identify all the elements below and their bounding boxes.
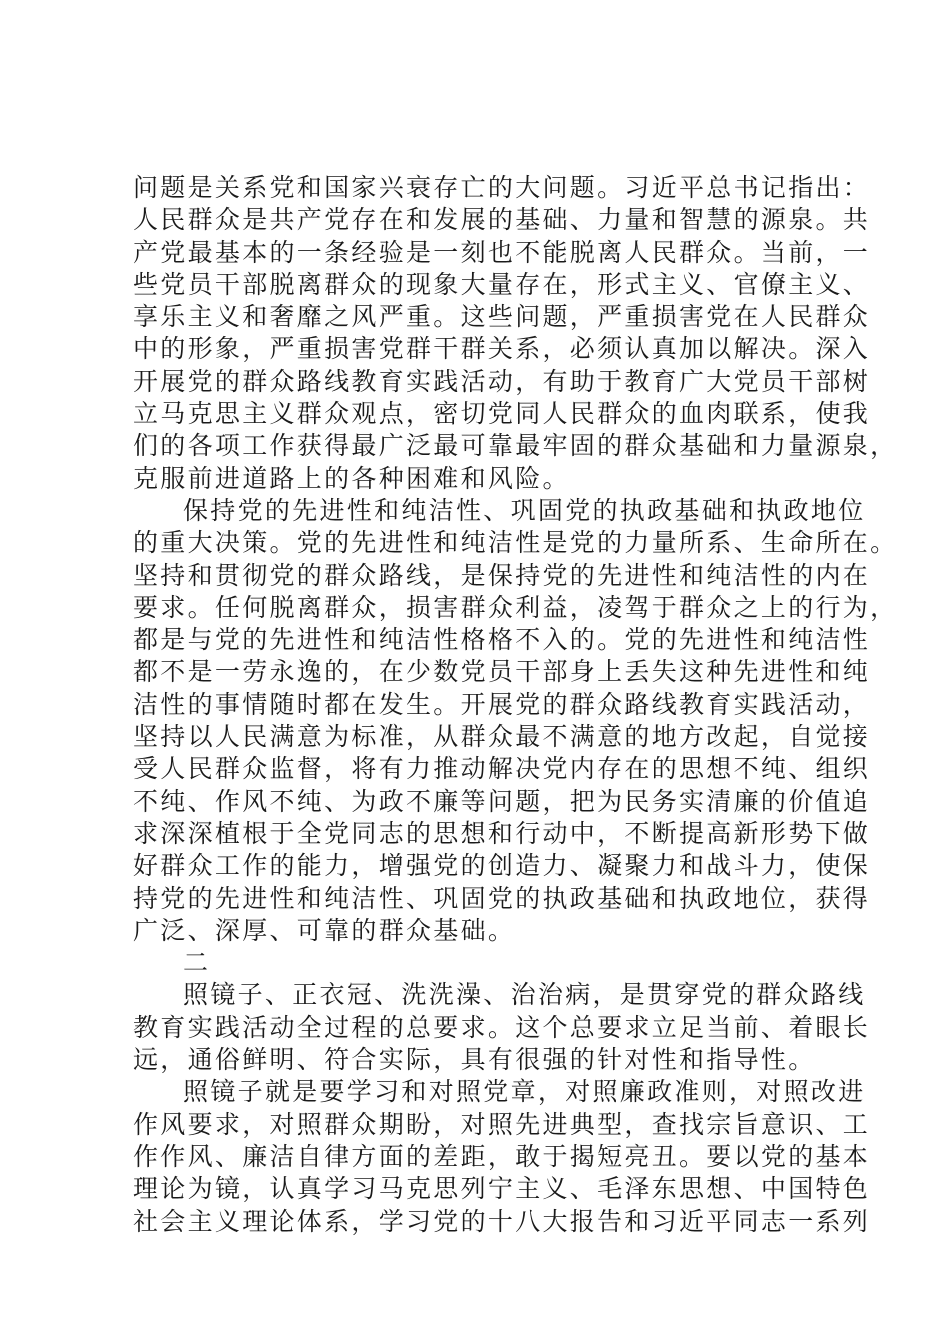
paragraph-start-line: 照镜子、正衣冠、洗洗澡、治治病，是贯穿党的群众路线 bbox=[183, 980, 866, 1010]
text-line: 中的形象，严重损害党群干群关系，必须认真加以解决。深入 bbox=[133, 334, 871, 364]
text-line: 广泛、深厚、可靠的群众基础。 bbox=[133, 915, 516, 945]
text-line: 问题是关系党和国家兴衰存亡的大问题。习近平总书记指出： bbox=[133, 173, 871, 202]
text-line: 都不是一劳永逸的，在少数党员干部身上丢失这种先进性和纯 bbox=[133, 657, 871, 687]
text-line: 立马克思主义群众观点，密切党同人民群众的血肉联系，使我 bbox=[133, 399, 871, 429]
text-line: 的重大决策。党的先进性和纯洁性是党的力量所系、生命所在。 bbox=[133, 528, 898, 558]
text-line: 受人民群众监督，将有力推动解决党内存在的思想不纯、组织 bbox=[133, 754, 871, 784]
text-line: 不纯、作风不纯、为政不廉等问题，把为民务实清廉的价值追 bbox=[133, 786, 871, 816]
text-line: 持党的先进性和纯洁性、巩固党的执政基础和执政地位，获得 bbox=[133, 883, 871, 913]
text-line: 要求。任何脱离群众，损害群众利益，凌驾于群众之上的行为， bbox=[133, 592, 898, 622]
text-line: 作风要求，对照群众期盼，对照先进典型，查找宗旨意识、工 bbox=[133, 1109, 871, 1139]
text-line: 坚持和贯彻党的群众路线，是保持党的先进性和纯洁性的内在 bbox=[133, 560, 871, 590]
text-line: 理论为镜，认真学习马克思列宁主义、毛泽东思想、中国特色 bbox=[133, 1174, 871, 1204]
text-line: 教育实践活动全过程的总要求。这个总要求立足当前、着眼长 bbox=[133, 1012, 871, 1042]
text-line: 洁性的事情随时都在发生。开展党的群众路线教育实践活动， bbox=[133, 689, 871, 719]
text-line: 求深深植根于全党同志的思想和行动中，不断提高新形势下做 bbox=[133, 818, 871, 848]
text-line: 社会主义理论体系，学习党的十八大报告和习近平同志一系列 bbox=[133, 1206, 871, 1236]
text-line: 人民群众是共产党存在和发展的基础、力量和智慧的源泉。共 bbox=[133, 205, 871, 235]
text-line: 都是与党的先进性和纯洁性格格不入的。党的先进性和纯洁性 bbox=[133, 625, 871, 655]
text-line: 开展党的群众路线教育实践活动，有助于教育广大党员干部树 bbox=[133, 366, 871, 396]
text-line: 些党员干部脱离群众的现象大量存在，形式主义、官僚主义、 bbox=[133, 269, 871, 299]
section-heading: 二 bbox=[183, 948, 211, 978]
paragraph-start-line: 照镜子就是要学习和对照党章，对照廉政准则，对照改进 bbox=[183, 1077, 866, 1107]
text-line: 作作风、廉洁自律方面的差距，敢于揭短亮丑。要以党的基本 bbox=[133, 1141, 871, 1171]
text-line: 远，通俗鲜明、符合实际，具有很强的针对性和指导性。 bbox=[133, 1045, 816, 1075]
text-line: 们的各项工作获得最广泛最可靠最牢固的群众基础和力量源泉， bbox=[133, 431, 898, 461]
text-line: 产党最基本的一条经验是一刻也不能脱离人民群众。当前，一 bbox=[133, 237, 871, 267]
document-body bbox=[133, 172, 898, 1238]
text-line: 好群众工作的能力，增强党的创造力、凝聚力和战斗力，使保 bbox=[133, 851, 871, 881]
paragraph-start-line: 保持党的先进性和纯洁性、巩固党的执政基础和执政地位 bbox=[183, 495, 866, 525]
text-line: 克服前进道路上的各种困难和风险。 bbox=[133, 463, 570, 493]
text-line: 坚持以人民满意为标准，从群众最不满意的地方改起，自觉接 bbox=[133, 722, 871, 752]
text-line: 享乐主义和奢靡之风严重。这些问题，严重损害党在人民群众 bbox=[133, 302, 871, 332]
